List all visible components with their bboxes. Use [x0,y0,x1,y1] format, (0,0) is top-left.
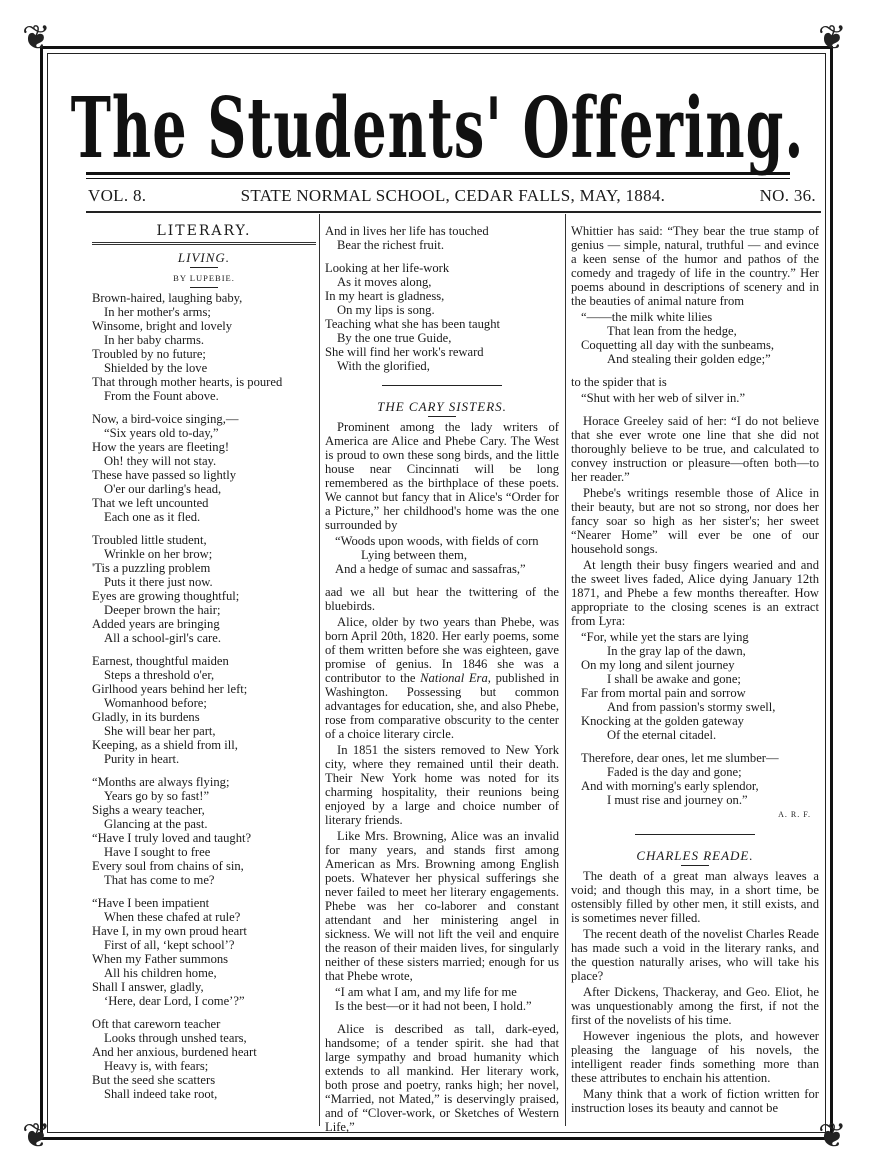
verse-line: Added years are bringing [92,617,220,631]
verse-line: And her anxious, burdened heart [92,1045,257,1059]
verse-line: Have I sought to free [104,845,211,859]
paragraph: Alice is described as tall, dark-eyed, handsome; of a tender spirit. she had that large sympathy and broad humanity which extends to all mankind. Her literary work, both prose and poetry, ranks high; her novel, “Married, not Mated,” is deservingly praised, and of “Clover-work, or Sketches of Western Life,” [325,1022,559,1134]
verse-line: In her baby charms. [104,333,205,347]
verse-line: Gladly, in its burdens [92,710,200,724]
verse-line: And in lives her life has touched [325,224,489,238]
masthead-title: The Students' Offering. [70,78,805,178]
corner-ornament-icon: ❦ [22,20,51,57]
verse-line: All a school-girl's care. [104,631,221,645]
corner-ornament-icon: ❦ [22,1118,51,1155]
verse-line: “For, while yet the stars are lying [581,630,749,644]
paragraph: In 1851 the sisters removed to New York city, where they remained until their death. Their New York home was noted for its charming hospitality, their reunions being enjoyed by a large and choice number of literary friends. [325,743,559,827]
verse-line: First of all, ‘kept school’? [104,938,235,952]
verse-line: Girlhood years behind her left; [92,682,248,696]
verse-line: Knocking at the golden gateway [581,714,744,728]
verse-line: “Months are always flying; [92,775,230,789]
verse-line: She will bear her part, [104,724,216,738]
paragraph: Phebe's writings resemble those of Alice in their beauty, but are not so strong, nor does her fancy soar so high as her sister's; her sweet “Nearer Home” will ever be one of our household songs. [571,486,819,556]
verse-line: Bear the richest fruit. [337,238,445,252]
verse-stanza [571,310,819,366]
paragraph: Whittier has said: “They bear the true stamp of genius — simple, natural, truthful — and evince a keen sense of the humor and pathos of the comedy and tragedy of life in the country.” Her poems abound in descriptions of scenery and in the beauties of animal nature from [571,224,819,308]
verse-line: Every soul from chains of sin, [92,859,244,873]
verse-line: Deeper brown the hair; [104,603,221,617]
article-title: CHARLES READE. [636,848,754,863]
article-title: LIVING. [177,250,231,265]
paragraph: Prominent among the lady writers of America are Alice and Phebe Cary. The West is proud to own these song birds, and the little house near Cincinnati will be long remembered as the birthplace of these poets. We cannot but fancy that in Alice's “Order for a Picture,” her childhood's home was the one surrounded by [325,420,559,532]
paragraph: Alice, older by two years than Phebe, was born April 20th, 1820. Her early poems, some of them written before she was eighteen, gave promise of genius. In 1846 she was a contributor to the National Era, published in Washington. Possessing but common advantages for education, she, and also Phebe, rose from comparative obscurity to the center of a choice literary circle. [325,615,560,741]
verse-line: On my long and silent journey [581,658,735,672]
verse-line: Puts it there just now. [104,575,213,589]
verse-line: Troubled little student, [92,533,207,547]
column-divider [565,214,566,1126]
imprint-label: STATE NORMAL SCHOOL, CEDAR FALLS, MAY, 1884. [240,186,666,205]
verse-line: “——the milk white lilies [581,310,713,324]
masthead [60,70,815,178]
publication-name: National Era [420,671,488,685]
verse-line: From the Fount above. [104,389,219,403]
verse-line: As it moves along, [337,275,432,289]
verse-line: And stealing their golden edge;” [607,352,771,366]
paragraph: Like Mrs. Browning, Alice was an invalid for many years, and stands first among American as Mrs. Browning among English poets. Whatever her physical sufferings she never failed to meet her literary engagements. Phebe was her co-laborer and constant attendant and her ministering angel in sickness. We will not lift the veil and enquire the reason of their maiden lives, for singularly neither of these sisters married; enough for us that Phebe wrote, [325,829,559,983]
verse-stanza [571,391,819,405]
header-rule [86,211,821,213]
verse-line: How the years are fleeting! [92,440,230,454]
verse-stanza [92,412,316,524]
verse-line: “Have I truly loved and taught? [92,831,252,845]
verse-line: Of the eternal citadel. [607,728,717,742]
verse-stanza [92,533,316,645]
verse-line: Coquetting all day with the sunbeams, [581,338,775,352]
verse-line: With the glorified, [337,359,430,373]
paragraph: Many think that a work of fiction written for instruction loses its beauty and cannot be [571,1087,819,1115]
verse-line: 'Tis a puzzling problem [92,561,211,575]
verse-line: Now, a bird-voice singing,— [92,412,239,426]
verse-line: Oft that careworn teacher [92,1017,221,1031]
verse-line: Shielded by the love [104,361,208,375]
verse-line: Sighs a weary teacher, [92,803,205,817]
verse-stanza [325,534,559,576]
verse-line: ‘Here, dear Lord, I come’?” [104,994,245,1008]
verse-stanza [571,630,819,742]
volume-label: VOL. 8. [88,186,147,205]
column-divider [319,214,320,1126]
verse-line: In the gray lap of the dawn, [607,644,746,658]
verse-line: Winsome, bright and lovely [92,319,233,333]
verse-line: That lean from the hedge, [607,324,737,338]
verse-line: By the one true Guide, [337,331,452,345]
verse-stanza [92,775,316,887]
verse-line: Years go by so fast!” [104,789,210,803]
verse-line: Eyes are growing thoughtful; [92,589,240,603]
verse-stanza [92,291,316,403]
verse-line: O'er our darling's head, [104,482,222,496]
verse-line: She will find her work's reward [325,345,484,359]
verse-line: I shall be awake and gone; [607,672,741,686]
verse-line: Keeping, as a shield from ill, [92,738,238,752]
verse-stanza [92,896,316,1008]
section-heading: LITERARY. [92,224,316,245]
verse-line: “I am what I am, and my life for me [335,985,517,999]
masthead-rule [86,172,790,179]
paragraph: Horace Greeley said of her: “I do not believe that she ever wrote one line that she did not thoroughly believe to be true, and calculated to convey instruction or pleasure—often both—to her reader.” [571,414,819,484]
verse-line: These have passed so lightly [92,468,237,482]
verse-line: Therefore, dear ones, let me slumber— [581,751,779,765]
verse-stanza [92,654,316,766]
article-title: THE CARY SISTERS. [377,399,507,414]
verse-line: Heavy is, with fears; [104,1059,209,1073]
verse-line: When my Father summons [92,952,229,966]
verse-line: Shall indeed take root, [104,1087,218,1101]
verse-line: Womanhood before; [104,696,207,710]
verse-line: All his children home, [104,966,217,980]
verse-line: That we left uncounted [92,496,209,510]
verse-line: Each one as it fled. [104,510,201,524]
verse-line: Troubled by no future; [92,347,206,361]
verse-line: Teaching what she has been taught [325,317,501,331]
verse-line: In her mother's arms; [104,305,211,319]
verse-stanza [571,751,819,807]
verse-line: Faded is the day and gone; [607,765,742,779]
paragraph: After Dickens, Thackeray, and Geo. Eliot, he was unquestionably among the first, if not the first of the novelists of his time. [571,985,819,1027]
verse-line: When these chafed at rule? [104,910,241,924]
verse-line: In my heart is gladness, [325,289,445,303]
verse-line: Shall I answer, gladly, [92,980,204,994]
verse-line: Purity in heart. [104,752,180,766]
paragraph: to the spider that is [571,375,667,389]
title-rule [428,416,456,417]
paragraph: At length their busy fingers wearied and and the sweet lives faded, Alice dying January 12th 1871, and Phebe a few months thereafter. How appropriate to the closing scenes is an extract from Lyra: [571,558,819,628]
verse-line: Have I, in my own proud heart [92,924,247,938]
verse-line: Lying between them, [361,548,467,562]
verse-line: And with morning's early splendor, [581,779,759,793]
verse-line: “Woods upon woods, with fields of corn [335,534,539,548]
verse-line: On my lips is song. [337,303,435,317]
verse-line: “Shut with her web of silver in.” [581,391,746,405]
verse-line: Oh! they will not stay. [104,454,217,468]
verse-line: Looks through unshed tears, [104,1031,247,1045]
verse-stanza [92,1017,316,1101]
signature: A. R. F. [778,810,811,819]
verse-stanza [325,224,559,252]
title-rule [190,287,218,288]
article-separator [635,834,755,835]
verse-line: That through mother hearts, is poured [92,375,283,389]
verse-stanza [325,261,559,373]
title-rule [681,865,709,866]
verse-line: Is the best—or it had not been, I hold.” [335,999,532,1013]
verse-line: Earnest, thoughtful maiden [92,654,229,668]
verse-line: Brown-haired, laughing baby, [92,291,243,305]
verse-line: Looking at her life-work [325,261,450,275]
verse-line: Glancing at the past. [104,817,208,831]
issue-number: NO. 36. [759,186,816,205]
paragraph: aad we all but hear the twittering of the bluebirds. [325,585,559,613]
verse-line: I must rise and journey on.” [607,793,748,807]
verse-line: Wrinkle on her brow; [104,547,213,561]
verse-line: That has come to me? [104,873,215,887]
verse-line: Steps a threshold o'er, [104,668,215,682]
issue-header [88,186,816,206]
article-byline: BY LUPEBIE. [173,273,235,283]
title-rule [190,267,218,268]
verse-line: “Six years old to-day,” [104,426,219,440]
verse-line: But the seed she scatters [92,1073,216,1087]
verse-line: And a hedge of sumac and sassafras,” [335,562,526,576]
corner-ornament-icon: ❦ [818,20,847,57]
column-2 [325,224,559,1136]
verse-line: Far from mortal pain and sorrow [581,686,746,700]
paragraph: The death of a great man always leaves a void; and though this may, in a short time, be ostensibly filled by other men, it still exists, and is sometimes never filled. [571,869,819,925]
column-3 [571,224,819,1117]
column-1 [92,224,316,1110]
verse-line: “Have I been impatient [92,896,210,910]
paragraph: However ingenious the plots, and however pleasing the language of his novels, the intelligent reader finds something more than these attributes to enchain his attention. [571,1029,819,1085]
article-separator [382,385,502,386]
verse-line: And from passion's stormy swell, [607,700,776,714]
paragraph: The recent death of the novelist Charles Reade has made such a void in the literary ranks, and the question naturally arises, who will take his place? [571,927,819,983]
verse-stanza [325,985,559,1013]
corner-ornament-icon: ❦ [818,1118,847,1155]
